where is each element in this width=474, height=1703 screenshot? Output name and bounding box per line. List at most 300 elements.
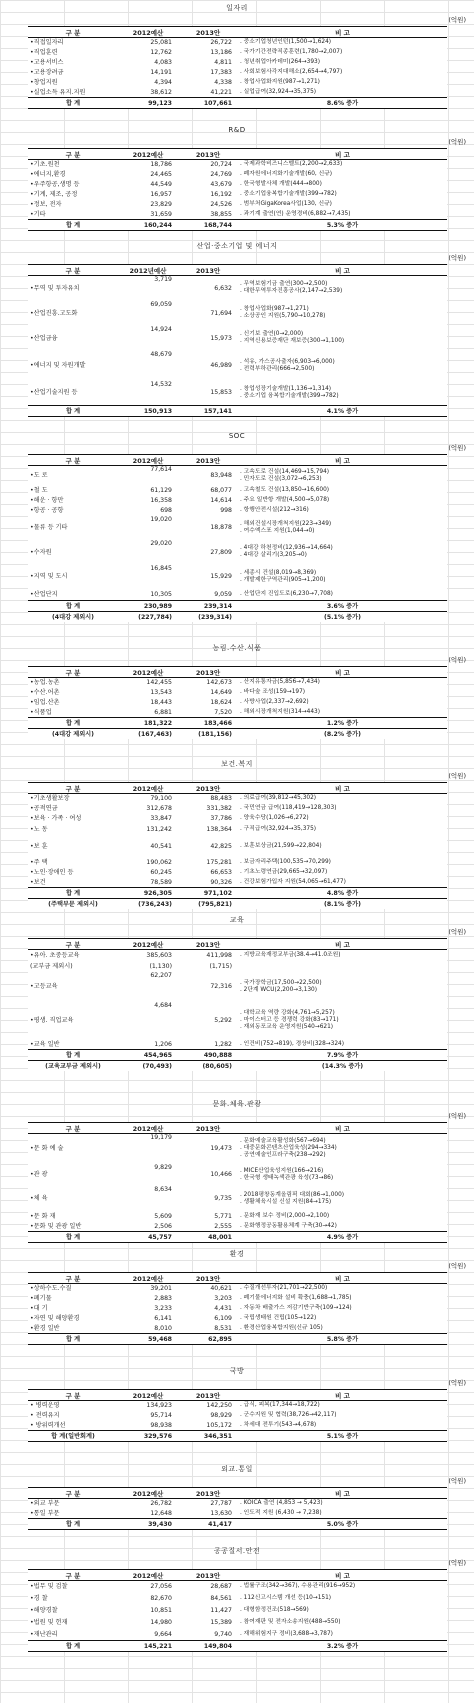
note-line: . 인건비(752→819), 경상비(328→324): [240, 1040, 344, 1047]
total-2012: 99,123: [118, 98, 178, 109]
header-note: 비 고: [238, 1123, 447, 1134]
total-2013: 168,744: [178, 220, 238, 231]
row-note: [238, 1294, 447, 1304]
total-note: 8.6% 증가: [238, 98, 447, 109]
value-2013: 13,630: [178, 1509, 238, 1519]
total-label: 합 계: [28, 1232, 118, 1243]
row-label: •기계, 제조, 공정: [28, 190, 118, 200]
note-line: . 국제과학비즈니스벨트(2,200→2,633): [240, 161, 343, 168]
row-note: [238, 1222, 447, 1232]
value-2012: 142,455: [118, 678, 178, 688]
row-label: •항공 · 공항: [28, 506, 118, 516]
value-2013: 72,316: [178, 972, 238, 1002]
row-label: •유아. 초중등교육: [28, 950, 118, 962]
header-row: [28, 149, 447, 160]
row-note: [238, 58, 447, 68]
row-note: [238, 1629, 447, 1641]
total-2012: 454,965: [118, 1050, 178, 1061]
table-row: [28, 836, 447, 858]
note-line: . KOICA 출연 (4,853 → 5,423): [240, 1500, 323, 1507]
total-row: [28, 1232, 447, 1243]
value-2012: 48,679: [118, 351, 178, 381]
total-row: [28, 406, 447, 417]
total-row: [28, 220, 447, 231]
value-2012: 3,719: [118, 276, 178, 301]
value-2013: 5,292: [178, 1002, 238, 1040]
table-row: [28, 540, 447, 565]
value-2013: 71,694: [178, 301, 238, 326]
note-line: . 해외건설시장개척지원(223→349): [240, 520, 332, 527]
total-label: 합 계: [28, 1519, 118, 1530]
table-row: [28, 466, 447, 486]
header-row: [28, 939, 447, 950]
table-row: [28, 1593, 447, 1605]
total-row: [28, 1334, 447, 1345]
value-2012: 16,957: [118, 190, 178, 200]
row-label: •문 화 재: [28, 1212, 118, 1222]
note-line: . 중소기업융복합기술개발(399→782): [240, 191, 337, 197]
total-2013: 157,141: [178, 406, 238, 417]
note-line: . 과기계 출연(연) 운영경비(6,882→7,435): [240, 210, 351, 217]
row-label: •관 광: [28, 1164, 118, 1186]
header-2012: 2012예산: [118, 1488, 178, 1499]
note-line: . 기초노령연금(29,665→32,097): [240, 869, 328, 875]
budget-table: [28, 1272, 447, 1345]
table-row: [28, 1499, 447, 1509]
header-row: [28, 667, 447, 678]
note-line: . 보금자리주택(100,535→70,299): [240, 859, 331, 865]
table-row: [28, 496, 447, 506]
unit-label: (억원): [448, 16, 466, 24]
note-line: . 의료급여(39,812→45,302): [240, 795, 317, 802]
row-label: •고용서비스: [28, 58, 118, 68]
row-label: •보건: [28, 878, 118, 888]
table-row: [28, 878, 447, 888]
value-2013: 19,473: [178, 1134, 238, 1164]
value-2012: 40,541: [118, 836, 178, 858]
row-note: [238, 1593, 447, 1605]
row-note: [238, 381, 447, 406]
row-note: [238, 190, 447, 200]
value-2012: 8,010: [118, 1324, 178, 1334]
header-note: 비 고: [238, 939, 447, 950]
note-line: . 고속철도 건설(13,850→16,600): [240, 487, 330, 493]
row-note: [238, 1499, 447, 1509]
row-label: •폐기물: [28, 1294, 118, 1304]
total-note: (8.2% 증가): [238, 729, 447, 740]
row-label: •재난관리: [28, 1629, 118, 1641]
section-title: 문화.체육.관광: [212, 1100, 262, 1108]
budget-table: [28, 148, 447, 231]
note-line: . 2단계 WCU(2,200→3,130): [240, 986, 318, 993]
value-2012: 10,851: [118, 1605, 178, 1617]
value-2012: 78,589: [118, 878, 178, 888]
value-2012: 44,549: [118, 180, 178, 190]
total-note: (14.3% 증가): [238, 1061, 447, 1072]
total-row: [28, 888, 447, 899]
note-line: . 한국형 생태녹색관광 육성(73→86): [240, 1174, 334, 1181]
table-row: [28, 486, 447, 496]
row-note: [238, 301, 447, 326]
row-note: [238, 1212, 447, 1222]
total-row: [28, 98, 447, 109]
value-2013: 83,948: [178, 466, 238, 486]
section-title: R&D: [228, 126, 246, 134]
value-2012: 10,305: [118, 589, 178, 601]
row-note: [238, 540, 447, 565]
row-note: [238, 1314, 447, 1324]
row-label: •수자원: [28, 540, 118, 565]
header-row: [28, 1570, 447, 1581]
value-2012: 12,648: [118, 1509, 178, 1519]
value-2012: 14,924: [118, 326, 178, 351]
value-2013: 998: [178, 506, 238, 516]
unit-label: (억원): [448, 656, 466, 664]
row-note: [238, 1304, 447, 1314]
section-title: 농림.수산.식품: [212, 644, 262, 652]
value-2013: 138,364: [178, 824, 238, 836]
row-label: •보육 · 가족 · 여성: [28, 814, 118, 824]
row-label: •노인·장애인 등: [28, 868, 118, 878]
value-2012: 6,881: [118, 708, 178, 718]
value-2013: 15,389: [178, 1617, 238, 1629]
row-note: [238, 38, 447, 48]
note-line: . 문화행정공동활용체계 구축(30→42): [240, 1222, 337, 1229]
value-2012: 62,207: [118, 972, 178, 1002]
row-label: •무역 및 투자유치: [28, 276, 118, 301]
value-2013: 17,383: [178, 68, 238, 78]
table-row: [28, 950, 447, 962]
value-2013: 28,687: [178, 1581, 238, 1593]
total-2012: 45,757: [118, 1232, 178, 1243]
table-row: [28, 1294, 447, 1304]
value-2013: 15,929: [178, 565, 238, 589]
note-line: . 112신고시스템 개선 등(10→151): [240, 1595, 332, 1601]
table-row: [28, 326, 447, 351]
row-label: •대 기: [28, 1304, 118, 1314]
value-2012: 39,201: [118, 1284, 178, 1294]
budget-table: [28, 1389, 447, 1442]
table-row: [28, 170, 447, 180]
note-line: . 창업성장기술개발(1,136→1,314): [240, 385, 332, 392]
budget-table: [28, 666, 447, 739]
value-2012: 134,923: [118, 1401, 178, 1411]
note-line: . 문화재 보수 정비(2,000→2,100): [240, 1213, 330, 1219]
total-2013: (795,821): [178, 899, 238, 910]
total-2013: 346,351: [178, 1431, 238, 1442]
value-2012: 77,614: [118, 466, 178, 486]
table-row: [28, 962, 447, 972]
note-line: . 개발제한구역관리(905→1,200): [240, 576, 326, 583]
row-label: • 전력유지: [28, 1411, 118, 1421]
value-2013: 18,878: [178, 516, 238, 540]
table-row: [28, 210, 447, 220]
value-2012: 82,670: [118, 1593, 178, 1605]
table-row: [28, 1401, 447, 1411]
row-note: [238, 708, 447, 718]
row-label: •문화 및 관광 일반: [28, 1222, 118, 1232]
total-label: 합 계(일반회계): [28, 1431, 118, 1442]
row-label: •도 로: [28, 466, 118, 486]
section-title: SOC: [228, 432, 246, 440]
row-label: •평생. 직업교육: [28, 1002, 118, 1040]
value-2012: 14,532: [118, 381, 178, 406]
header-row: [28, 455, 447, 466]
table-row: [28, 1509, 447, 1519]
value-2013: 88,483: [178, 794, 238, 804]
row-note: [238, 868, 447, 878]
note-line: . 재외동포교육 운영지원(540→621): [240, 1024, 334, 1030]
total-label: (4대강 제외시): [28, 612, 118, 623]
value-2012: 14,980: [118, 1617, 178, 1629]
total-2012: 39,430: [118, 1519, 178, 1530]
total-row: [28, 1431, 447, 1442]
row-note: [238, 698, 447, 708]
unit-label: (억원): [448, 772, 466, 780]
header-row: [28, 265, 447, 276]
table-row: [28, 190, 447, 200]
header-2012: 2012년예산: [118, 265, 178, 276]
note-line: . 지방교육재정교부금(38.4→41.0조원): [240, 952, 341, 959]
value-2012: 4,684: [118, 1002, 178, 1040]
row-label: •식품업: [28, 708, 118, 718]
row-note: [238, 1284, 447, 1294]
note-line: . 공연예술인프라구축(238→292): [240, 1152, 326, 1159]
note-line: . 건강보험가입자 지원(54,065→61,477): [240, 878, 346, 885]
row-label: •법원 및 헌재: [28, 1617, 118, 1629]
header-row: [28, 1390, 447, 1401]
note-line: . 주요 일반항 개발(4,500→5,078): [240, 497, 330, 503]
row-label: •기타: [28, 210, 118, 220]
value-2013: 1,282: [178, 1040, 238, 1050]
unit-label: (억원): [448, 1477, 466, 1485]
note-line: . 국립생태원 건립(105→122): [240, 1315, 317, 1321]
row-note: [238, 1324, 447, 1334]
note-line: . 사방사업(2,337→2,692): [240, 699, 309, 705]
excluded-total-row: [28, 612, 447, 623]
value-2012: 1,206: [118, 1040, 178, 1050]
total-2012: 181,322: [118, 718, 178, 729]
note-line: . 신기보 출연(0→2,000): [240, 331, 304, 337]
value-2013: 14,614: [178, 496, 238, 506]
header-2012: 2012예산: [118, 149, 178, 160]
table-row: [28, 1617, 447, 1629]
row-note: [238, 48, 447, 58]
note-line: . 국가장학금(17,500→22,500): [240, 979, 322, 986]
value-2013: 18,624: [178, 698, 238, 708]
row-label: •물류 등 기타: [28, 516, 118, 540]
header-2012: 2012예산: [118, 27, 178, 38]
unit-label: (억원): [448, 1112, 466, 1120]
row-label: •농업.농촌: [28, 678, 118, 688]
value-2012: 4,394: [118, 78, 178, 88]
note-line: . 인도적 지원 (6,430 → 7,238): [240, 1509, 322, 1516]
total-2013: 48,001: [178, 1232, 238, 1243]
note-line: . 마이스터고 등 경쟁력 강화(83→171): [240, 1017, 339, 1023]
row-label: •정보, 전자: [28, 200, 118, 210]
row-label: •창업지원: [28, 78, 118, 88]
total-2013: (239,314): [178, 612, 238, 623]
row-note: [238, 972, 447, 1002]
row-note: [238, 486, 447, 496]
note-line: . 한국형발사체 개발(444→800): [240, 181, 322, 187]
value-2013: 5,771: [178, 1212, 238, 1222]
table-row: [28, 1629, 447, 1641]
note-line: . 무역보험기금 출연(300→2,500): [240, 281, 328, 288]
row-label: •교육 일반: [28, 1040, 118, 1050]
row-note: [238, 962, 447, 972]
note-line: . 청년취업아카데미(264→393): [240, 59, 320, 65]
note-line: . 문화예술교육활성화(567→694): [240, 1138, 326, 1145]
table-row: [28, 1212, 447, 1222]
value-2013: 13,186: [178, 48, 238, 58]
table-row: [28, 678, 447, 688]
note-line: . 산지유통자금(5,856→7,434): [240, 679, 320, 686]
value-2013: 40,621: [178, 1284, 238, 1294]
note-line: . 자동차 배출가스 저감기반구축(109→124): [240, 1305, 352, 1311]
row-label: •통일 부문: [28, 1509, 118, 1519]
value-2012: 698: [118, 506, 178, 516]
value-2012: 16,358: [118, 496, 178, 506]
total-2012: 145,221: [118, 1641, 178, 1652]
section-title: 보건.복지: [221, 760, 253, 768]
value-2012: 6,141: [118, 1314, 178, 1324]
value-2012: 19,020: [118, 516, 178, 540]
header-2013: 2013안: [178, 1488, 238, 1499]
row-label: •산업단지: [28, 589, 118, 601]
row-note: [238, 565, 447, 589]
table-row: [28, 1421, 447, 1431]
row-label: •우주항공,생명 등: [28, 180, 118, 190]
row-note: [238, 1411, 447, 1421]
header-2013: 2013안: [178, 455, 238, 466]
total-2013: 239,314: [178, 601, 238, 612]
value-2013: 6,109: [178, 1314, 238, 1324]
note-line: . 민자도로 건설(3,072→6,253): [240, 475, 322, 482]
table-row: [28, 68, 447, 78]
note-line: . 범부처GigaKorea사업(130, 신규): [240, 201, 332, 207]
value-2012: 69,059: [118, 301, 178, 326]
table-row: [28, 804, 447, 814]
row-note: [238, 496, 447, 506]
table-row: [28, 698, 447, 708]
table-row: [28, 58, 447, 68]
header-2012: 2012예산: [118, 1570, 178, 1581]
total-note: (5.1% 증가): [238, 612, 447, 623]
table-row: [28, 1164, 447, 1186]
header-category: 구 분: [28, 1273, 118, 1284]
section-title: 국방: [229, 1367, 245, 1375]
table-row: [28, 351, 447, 381]
row-note: [238, 170, 447, 180]
value-2012: 8,634: [118, 1186, 178, 1212]
value-2013: 14,649: [178, 688, 238, 698]
value-2013: 105,172: [178, 1421, 238, 1431]
note-line: . 폐자원에너지화기술개발(60, 신규): [240, 171, 333, 177]
row-label: •상하수도.수질: [28, 1284, 118, 1294]
row-note: [238, 516, 447, 540]
value-2012: (1,130): [118, 962, 178, 972]
total-2012: 150,913: [118, 406, 178, 417]
total-label: 합 계: [28, 1641, 118, 1652]
total-note: 5.3% 증가: [238, 220, 447, 231]
header-2012: 2012예산: [118, 455, 178, 466]
excluded-total-row: [28, 899, 447, 910]
value-2013: 142,250: [178, 1401, 238, 1411]
value-2013: 11,427: [178, 1605, 238, 1617]
table-row: [28, 160, 447, 170]
table-row: [28, 506, 447, 516]
table-row: [28, 180, 447, 190]
row-label: •고등교육: [28, 972, 118, 1002]
note-line: . 폐기물에너지화 설비 확충(1,688→1,785): [240, 1295, 352, 1301]
value-2013: 42,825: [178, 836, 238, 858]
note-line: . 참여재판 및 전자소송지원(488→550): [240, 1619, 341, 1625]
header-category: 구 분: [28, 939, 118, 950]
row-note: [238, 878, 447, 888]
row-label: •노 동: [28, 824, 118, 836]
note-line: . 해외시장개척지원(314→443): [240, 708, 320, 715]
total-2012: (736,243): [118, 899, 178, 910]
unit-label: (억원): [448, 444, 466, 452]
row-note: [238, 78, 447, 88]
value-2013: 24,769: [178, 170, 238, 180]
header-2013: 2013안: [178, 1273, 238, 1284]
note-line: . 생활체육시설 신설 지원(84→175): [240, 1198, 332, 1205]
total-2012: 329,576: [118, 1431, 178, 1442]
total-2012: (70,493): [118, 1061, 178, 1072]
table-row: [28, 1002, 447, 1040]
row-note: [238, 1509, 447, 1519]
value-2012: 31,659: [118, 210, 178, 220]
table-row: [28, 48, 447, 58]
row-note: [238, 678, 447, 688]
unit-label: (억원): [448, 1559, 466, 1567]
note-line: . 세종시 건설(8,019→8,369): [240, 569, 317, 576]
row-label: •산업기술지원 등: [28, 381, 118, 406]
total-label: 합 계: [28, 1334, 118, 1345]
table-row: [28, 1284, 447, 1294]
header-category: 구 분: [28, 1570, 118, 1581]
note-line: . 창업사업화(987→1,271): [240, 306, 309, 312]
total-2012: 926,305: [118, 888, 178, 899]
value-2013: 26,722: [178, 38, 238, 48]
header-2012: 2012예산: [118, 783, 178, 794]
table-row: [28, 814, 447, 824]
section-title: 교육: [229, 916, 245, 924]
excluded-total-row: [28, 729, 447, 740]
value-2013: 27,787: [178, 1499, 238, 1509]
budget-table: [28, 264, 447, 417]
table-row: [28, 868, 447, 878]
note-line: . 4대강 살리기(3,205→0): [240, 552, 307, 558]
budget-table: [28, 26, 447, 109]
value-2012: 2,883: [118, 1294, 178, 1304]
table-row: [28, 381, 447, 406]
table-row: [28, 1222, 447, 1232]
note-line: . 국민연금 급여(118,419→128,303): [240, 805, 337, 811]
budget-table: [28, 1487, 447, 1530]
row-label: •환경 일반: [28, 1324, 118, 1334]
table-row: [28, 301, 447, 326]
header-category: 구 분: [28, 27, 118, 38]
table-row: [28, 1186, 447, 1212]
row-note: [238, 804, 447, 814]
row-label: •철 도: [28, 486, 118, 496]
total-2013: 490,888: [178, 1050, 238, 1061]
header-2013: 2013안: [178, 1390, 238, 1401]
header-2012: 2012예산: [118, 667, 178, 678]
